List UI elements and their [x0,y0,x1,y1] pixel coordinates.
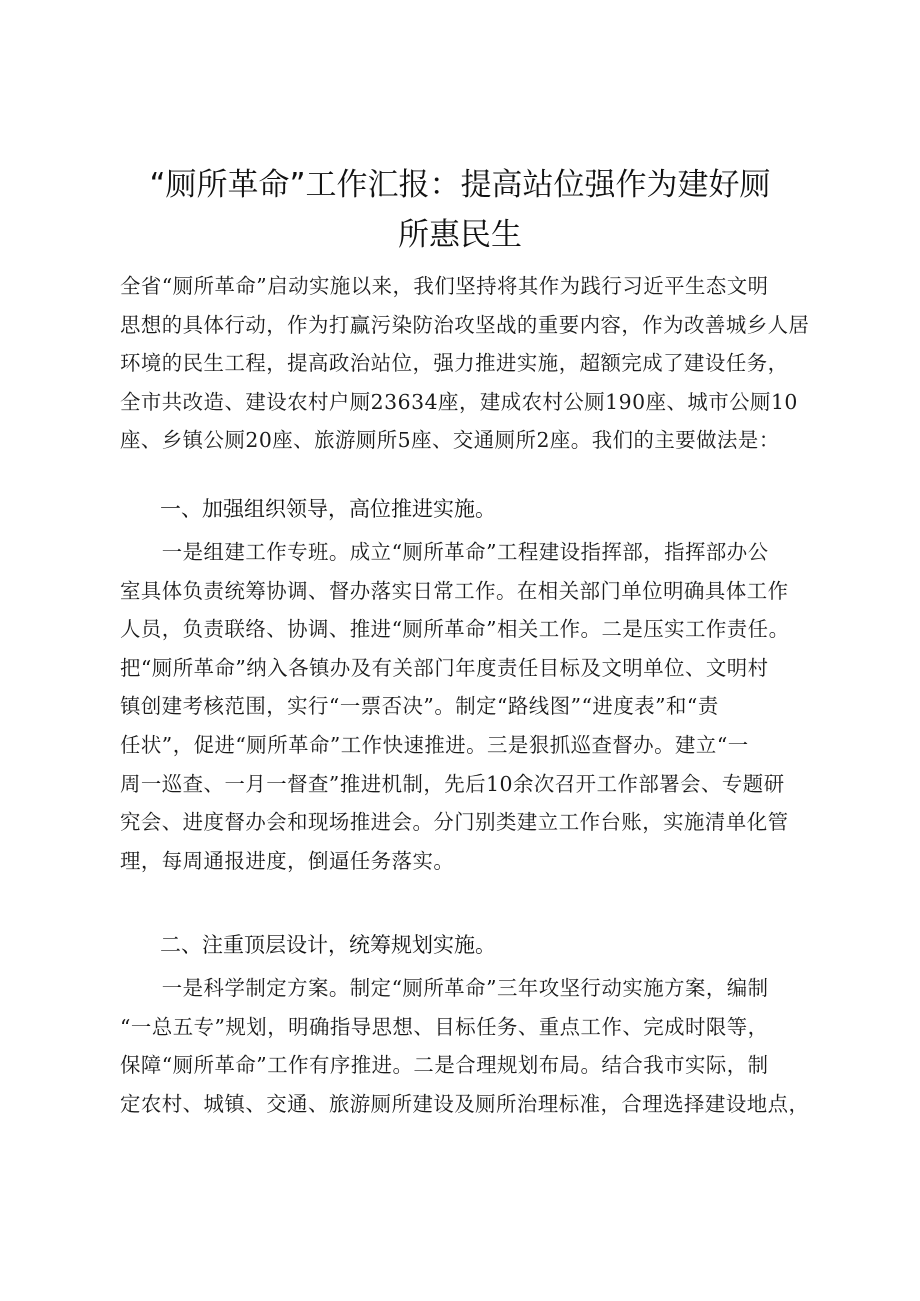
intro-line: 思想的具体行动，作为打赢污染防治攻坚战的重要内容，作为改善城乡人居 [120,312,810,337]
intro-line: 全省“厕所革命”启动实施以来，我们坚持将其作为践行习近平生态文明 [120,274,769,298]
section-1-line: 理，每周通报进度，倒逼任务落实。 [120,848,455,873]
section-1-paragraph [120,533,820,880]
section-1-line: 镇创建考核范围，实行“一票否决”。制定“路线图”“进度表”和“责 [120,694,719,719]
intro-paragraph [120,267,820,460]
section-2-paragraph [120,969,820,1123]
section-1-line: 任状”，促进“厕所革命”工作快速推进。三是狠抓巡查督办。建立“一 [120,732,749,757]
section-1-line: 一是组建工作专班。成立“厕所革命”工程建设指挥部，指挥部办公 [120,540,769,564]
section-2-line: “一总五专”规划，明确指导思想、目标任务、重点工作、完成时限等， [120,1014,769,1039]
title-line-2: 所惠民生 [398,217,522,253]
section-1-line: 周一巡查、一月一督查”推进机制，先后10余次召开工作部署会、专题研 [120,771,785,796]
section-1-line: 把“厕所革命”纳入各镇办及有关部门年度责任目标及文明单位、文明村 [120,655,769,680]
section-2-line: 定农村、城镇、交通、旅游厕所建设及厕所治理标准，合理选择建设地点， [120,1091,810,1116]
intro-line: 全市共改造、建设农村户厕23634座，建成农村公厕190座、城市公厕10 [120,389,798,414]
intro-line: 座、乡镇公厕20座、旅游厕所5座、交通厕所2座。我们的主要做法是： [120,428,780,453]
section-1-heading: 一、加强组织领导，高位推进实施。 [160,497,496,521]
section-2-line: 保障“厕所革命”工作有序推进。二是合理规划布局。结合我市实际，制 [120,1053,769,1078]
section-1-line: 室具体负责统筹协调、督办落实日常工作。在相关部门单位明确具体工作 [120,578,789,603]
section-1-line: 究会、进度督办会和现场推进会。分门别类建立工作台账，实施清单化管 [120,810,789,835]
title-line-1: “厕所革命”工作汇报：提高站位强作为建好厕 [149,167,771,203]
section-1-line: 人员，负责联络、协调、推进“厕所革命”相关工作。二是压实工作责任。 [120,617,790,642]
intro-line: 环境的民生工程，提高政治站位，强力推进实施，超额完成了建设任务， [120,351,789,376]
document-title [100,160,820,260]
section-2-line: 一是科学制定方案。制定“厕所革命”三年攻坚行动实施方案，编制 [120,976,769,1000]
section-2-heading: 二、注重顶层设计，统筹规划实施。 [160,933,496,957]
